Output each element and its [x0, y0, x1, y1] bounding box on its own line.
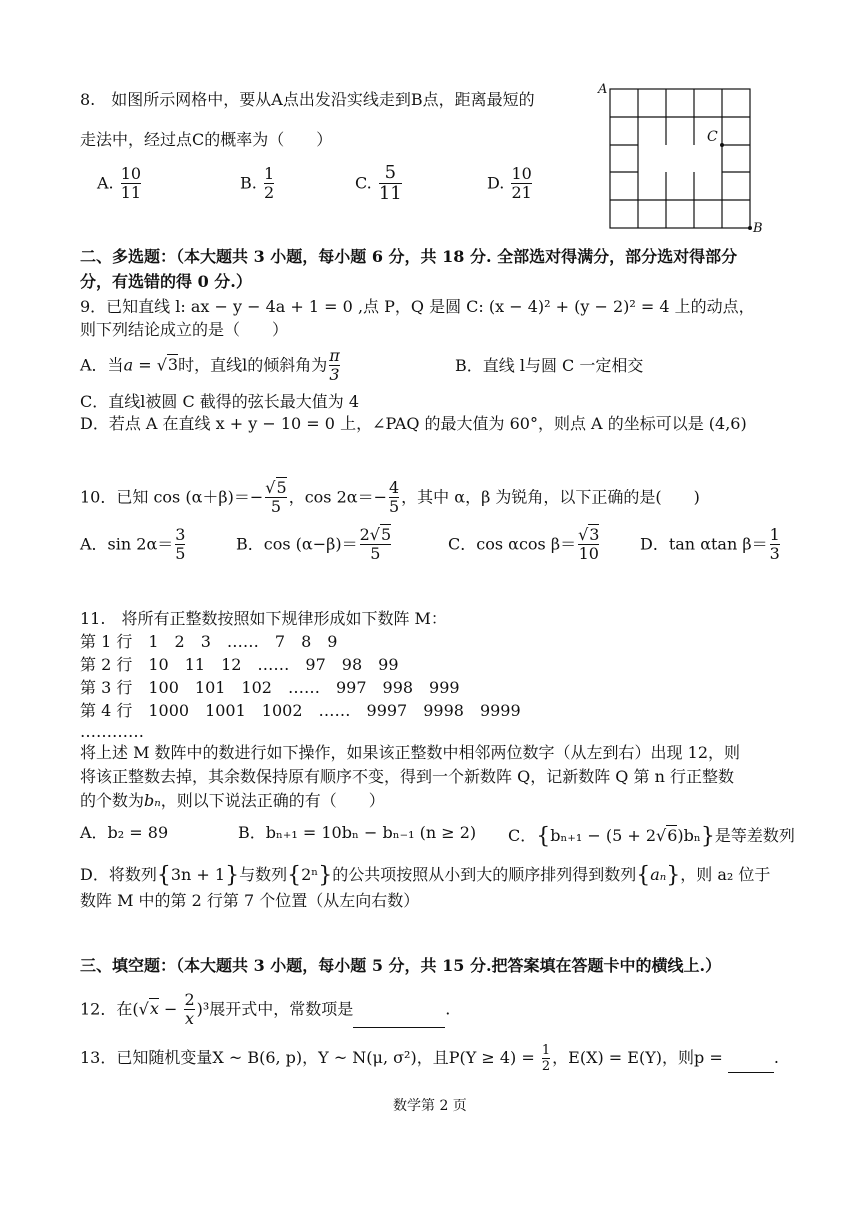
q8-option-d: D. $\frac{10}{21}$ [487, 164, 532, 202]
section2-heading-line1: 二、多选题：（本大题共 3 小题，每小题 6 分，共 18 分. 全部选对得满分，部分选对得部分 [80, 247, 738, 266]
q11-option-c: C．{bₙ₊₁ − (5 + 2√6)bₙ}是等差数列 [508, 824, 795, 849]
q12-text: 12．在(√x − $\frac{2}{x}$ )³展开式中，常数项是 . [80, 990, 451, 1028]
q9-stem-line1: 9．已知直线 l: ax − y − 4a + 1 = 0 ,点 P，Q 是圆 C: (x − 4)² + (y − 2)² = 4 上的动点， [80, 297, 755, 316]
q11-row-ellipsis: ………… [80, 722, 144, 741]
q11-desc-line3: 的个数为bₙ，则以下说法正确的有（ ） [80, 791, 385, 810]
q11-row-3: 第 3 行 100 101 102 …… 997 998 999 [80, 678, 460, 697]
q10-stem: 10．已知 cos (α＋β)＝− $\frac{√5}{5}$ ，cos 2α＝− $\frac{4}{5}$ ，其中 α，β 为锐角，以下正确的是( ) [80, 478, 700, 516]
q12-answer-blank[interactable] [353, 1027, 445, 1028]
q10-option-a: A．sin 2α＝ $\frac{3}{5}$ [80, 525, 186, 563]
q9-option-b: B．直线 l与圆 C 一定相交 [455, 356, 644, 375]
q8-grid-figure [596, 80, 768, 240]
q11-option-a: A．b₂ = 89 [80, 823, 169, 842]
section2-heading-line2: 分，有选错的得 0 分.） [80, 272, 252, 291]
q11-stem: 11. 将所有正整数按照如下规律形成如下数阵 M： [80, 609, 447, 628]
grid-label-a: A [598, 82, 608, 97]
q9-option-a: A．当a = √3时，直线l的倾斜角为 $\frac{\pi}{3}$ [80, 346, 340, 384]
q9-option-c: C．直线l被圆 C 截得的弦长最大值为 4 [80, 392, 360, 411]
q11-option-d-line2: 数阵 M 中的第 2 行第 7 个位置（从左向右数） [80, 891, 420, 910]
q8-option-c: C. $\frac{5}{11}$ [355, 162, 402, 204]
q11-desc-line1: 将上述 M 数阵中的数进行如下操作，如果该正整数中相邻两位数字（从左到右）出现 12，则 [80, 743, 741, 762]
q8-stem-line2: 走法中，经过点C的概率为（ ） [80, 130, 333, 149]
q10-option-c: C．cos αcos β＝ $\frac{√3}{10}$ [448, 525, 600, 563]
q10-option-b: B．cos (α−β)＝ $\frac{2√5}{5}$ [236, 525, 392, 563]
q13-answer-blank[interactable] [728, 1072, 774, 1073]
grid-label-b: B [753, 221, 763, 236]
section3-heading: 三、填空题：（本大题共 3 小题，每小题 5 分，共 15 分.把答案填在答题卡中的横线上.） [80, 956, 722, 975]
q11-row-4: 第 4 行 1000 1001 1002 …… 9997 9998 9999 [80, 701, 521, 720]
q11-row-2: 第 2 行 10 11 12 …… 97 98 99 [80, 655, 399, 674]
q11-desc-line2: 将该正整数去掉，其余数保持原有顺序不变，得到一个新数阵 Q，记新数阵 Q 第 n 行正整数 [80, 767, 734, 786]
q13-text: 13．已知随机变量X ~ B(6, p)，Y ~ N(μ, σ²)，且P(Y ≥ 4) = $\frac{1}{2}$ ，E(X) = E(Y)，则p = . [80, 1043, 779, 1074]
q11-option-d-line1: D．将数列{3n + 1}与数列{2ⁿ}的公共项按照从小到大的顺序排列得到数列{aₙ}，则 a₂ 位于 [80, 863, 771, 888]
q11-row-1: 第 1 行 1 2 3 …… 7 8 9 [80, 632, 338, 651]
grid-label-c: C [707, 129, 718, 145]
q8-stem-line1: 8. 如图所示网格中，要从A点出发沿实线走到B点，距离最短的 [80, 90, 535, 109]
q9-stem-line2: 则下列结论成立的是（ ） [80, 320, 289, 339]
q10-option-d: D．tan αtan β＝ $\frac{1}{3}$ [640, 525, 780, 563]
q9-option-d: D．若点 A 在直线 x + y − 10 = 0 上，∠PAQ 的最大值为 60°，则点 A 的坐标可以是 (4,6) [80, 414, 747, 433]
q8-option-b: B. $\frac{1}{2}$ [240, 164, 275, 202]
q8-option-a: A. $\frac{10}{11}$ [97, 164, 142, 202]
q11-option-b: B．bₙ₊₁ = 10bₙ − bₙ₋₁ (n ≥ 2) [238, 823, 477, 842]
page-footer: 数学第 2 页 [393, 1098, 467, 1114]
